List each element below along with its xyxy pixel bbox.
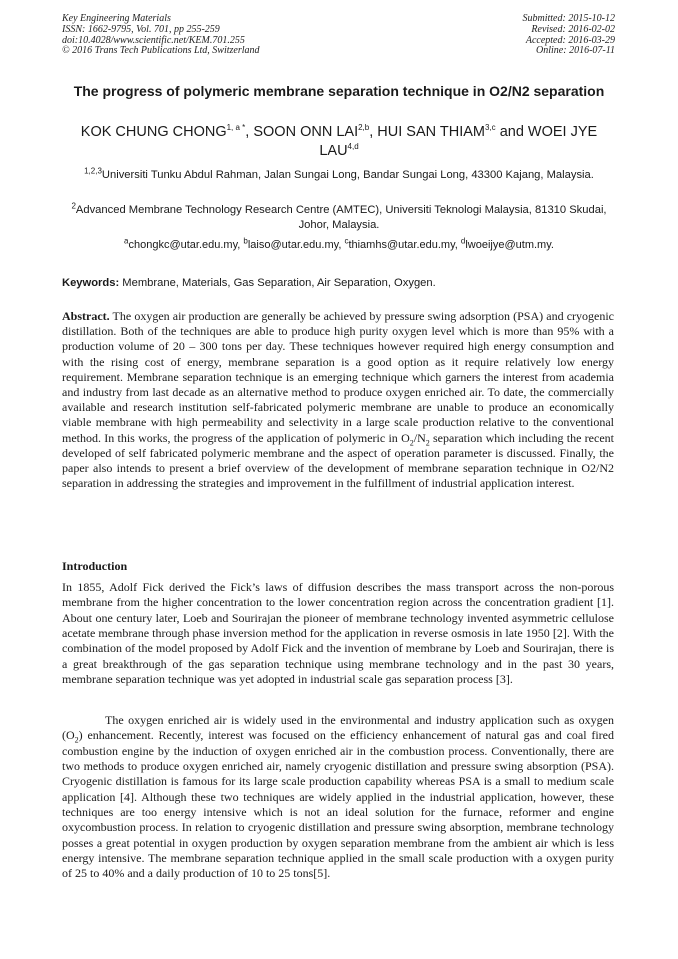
affiliation-text: Advanced Membrane Technology Research Centre (AMTEC), Universiti Teknologi Malaysia, 81310 Skudai, Johor, Malaysia.: [75, 204, 607, 231]
date-online: Online: 2016-07-11: [536, 45, 615, 57]
author-superscript: 3,c: [485, 123, 496, 133]
author-name: HUI SAN THIAM: [377, 124, 485, 140]
email-superscript: d: [460, 236, 466, 246]
author-list: [60, 123, 618, 161]
journal-name: Key Engineering Materials: [62, 13, 171, 24]
author-name: KOK CHUNG CHONG: [80, 124, 227, 140]
abstract-formula: $O_2/N_2$: [401, 430, 430, 448]
author-name: SOON ONN LAI: [253, 124, 359, 140]
author-superscript: 1, a *: [226, 123, 246, 133]
author-separator: ,: [245, 124, 254, 140]
journal-info: [62, 14, 260, 57]
affiliation-superscript: 2: [71, 201, 76, 211]
paragraph: The oxygen enriched air is widely used in the environmental and industry application such as oxygen $(O_2)$ enhancement. Recently, interest was focused on the efficiency enhancement of natural gas and coal fired combustion engine by the induction of oxygen enriched air in the combustion process. Conventionally, there are two methods to produce oxygen enriched air, namely cryogenic distillation and pressure swing absorption (PSA). Cryogenic distillation is famous for its large scale production capability whereas PSA is a small to medium scale application [4]. Although these two techniques are widely applied in the industrial application, however, these techniques are too energy intensive which is not an ideal solution for the furnace, reformer and engine oxycombustion process. In relation to cryogenic distillation and pressure swing absorption, membrane technology posses a great potential in oxygen production by oxygen separation membrane from the ambient air which is less energy intensive. The membrane separation technique applied in the small scale production with a oxygen purity of 25 to 40% and a daily production of 10 to 25 tons[5].: [62, 713, 614, 881]
author-name: WOEI JYE LAU: [319, 124, 598, 159]
keywords-text: Membrane, Materials, Gas Separation, Air Separation, Oxygen.: [119, 277, 436, 289]
email-link[interactable]: chongkc@utar.edu.my: [128, 239, 238, 251]
paragraph: In 1855, Adolf Fick derived the Fick’s laws of diffusion describes the mass transport across the non-porous membrane from the higher concentration to the lower concentration region across the concentration gradient [1]. About one century later, Loeb and Sourirajan the pioneer of membrane technology invented asymmetric cellulose acetate membrane through phase inversion method for the application in reverse osmosis in late 1950 [2]. With the combination of the model proposed by Adolf Fick and the invention of membrane by Loeb and Sourirajan, there is a great breakthrough of the gas separation technique using membrane technology and in the past 30 years, membrane separation technique was yet adopted in industrial scale gas separation process [3].: [62, 580, 614, 687]
keywords-label: Keywords:: [62, 277, 120, 289]
abstract-text: The oxygen air production are generally be achieved by pressure swing adsorption (PSA) and cryogenic distillation. Both of the techniques are able to produce high purity oxygen level which is more than 95% with a production volume of 20 – 300 tons per day. These techniques however required high energy consumption and with the rising cost of energy, membrane separation is a good option as it require relatively low energy requirement. Membrane separation technique is an emerging technique which garners the interest from academia and industry from last decade as an alternative method to produce oxygen enriched air. To date, the commercially available and research institution self-fabricated polymeric membrane are unable to produce an economically viable membrane with high permeability and selectivity in a large scale production relative to the conventional method. In this works, the progress of the application of polymeric in: [62, 309, 614, 445]
email-link[interactable]: lwoeijye@utm.my.: [465, 239, 554, 251]
email-superscript: a: [124, 236, 129, 246]
journal-doi: doi:10.4028/www.scientific.net/KEM.701.255: [62, 34, 245, 46]
abstract: [62, 309, 614, 491]
author-superscript: 4,d: [347, 142, 359, 152]
author-separator: and: [495, 124, 528, 140]
email-link[interactable]: laiso@utar.edu.my: [247, 239, 339, 251]
author-superscript: 2,b: [358, 123, 370, 133]
affiliation-superscript: 1,2,3: [84, 166, 102, 176]
journal-issn: ISSN: 1662-9795, Vol. 701, pp 255-259: [62, 23, 220, 35]
email-superscript: b: [243, 236, 248, 246]
author-separator: ,: [369, 124, 378, 140]
paper-title: The progress of polymeric membrane separation technique in O2/N2 separation: [73, 83, 605, 99]
section-heading: Introduction: [62, 559, 128, 573]
keywords: [62, 276, 614, 290]
publication-dates: [523, 14, 616, 57]
email-link[interactable]: thiamhs@utar.edu.my: [348, 239, 455, 251]
affiliation: [70, 203, 608, 232]
author-emails: $^a$chongkc@utar.edu.my, $^b$laiso@utar.edu.my, $^c$thiamhs@utar.edu.my, $^d$lwoeijye@utm.my.: [124, 236, 554, 251]
email-superscript: c: [344, 236, 349, 246]
journal-copyright: © 2016 Trans Tech Publications Ltd, Switzerland: [62, 45, 260, 57]
affiliation: [70, 168, 608, 183]
date-revised: Revised: 2016-02-02: [531, 23, 615, 35]
abstract-text: separation which including the recent developed of self fabricated polymeric membrane and the aspect of operation parameter is discussed. Finally, the paper also intends to present a brief overview of the development of membrane separation technique in O2/N2 separation in addressing the strategies and improvement in the fulfillment of industrial application interest.: [62, 430, 614, 491]
date-submitted: Submitted: 2015-10-12: [522, 13, 615, 24]
date-accepted: Accepted: 2016-03-29: [525, 34, 615, 46]
abstract-label: Abstract.: [62, 309, 110, 323]
affiliation-text: Universiti Tunku Abdul Rahman, Jalan Sungai Long, Bandar Sungai Long, 43300 Kajang, Malaysia.: [101, 169, 594, 181]
